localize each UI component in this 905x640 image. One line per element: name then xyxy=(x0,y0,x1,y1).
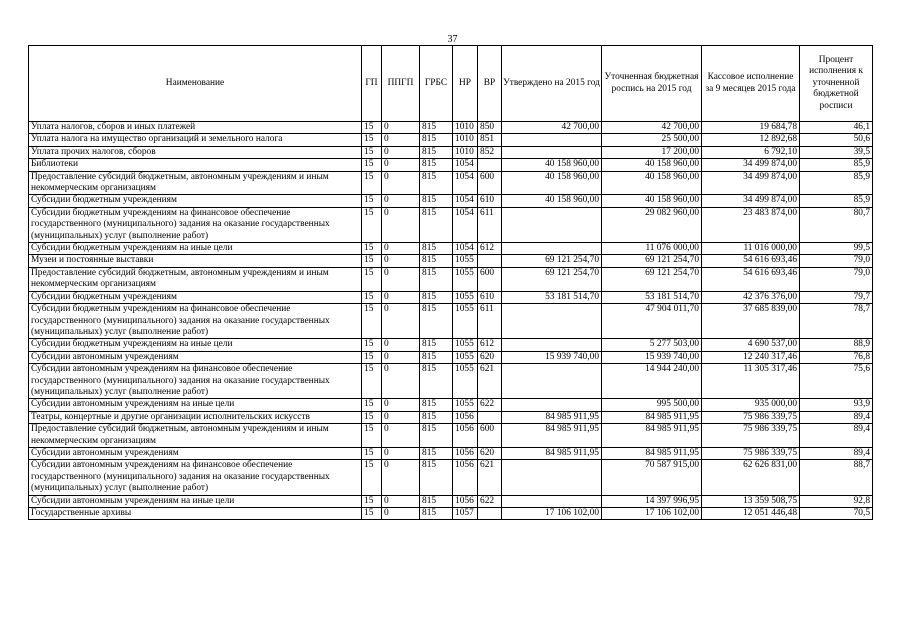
cell-nr: 1010 xyxy=(453,134,478,146)
cell-vr: 621 xyxy=(478,364,502,399)
cell-ppgp: 0 xyxy=(382,291,420,303)
cell-name: Субсидии автономным учреждениям xyxy=(29,447,362,459)
table-row xyxy=(29,291,873,303)
cell-nr: 1054 xyxy=(453,171,478,195)
cell-name: Субсидии автономным учреждениям на финансовое обеспечение государственного (муниципального) задания на оказание государственных (муниципальных) услуг (выполнение работ) xyxy=(29,364,362,399)
cell-ppgp: 0 xyxy=(382,255,420,267)
cell-percent: 46,1 xyxy=(800,122,873,134)
cell-gp: 15 xyxy=(362,255,382,267)
cell-refined: 47 904 011,70 xyxy=(602,304,702,339)
cell-name: Театры, концертные и другие организации исполнительских искусств xyxy=(29,411,362,423)
cell-refined: 17 200,00 xyxy=(602,146,702,158)
cell-approved xyxy=(502,207,602,242)
cell-gp: 15 xyxy=(362,291,382,303)
cell-vr: 610 xyxy=(478,195,502,207)
cell-grbs: 815 xyxy=(420,364,453,399)
cell-approved: 53 181 514,70 xyxy=(502,291,602,303)
cell-name: Субсидии бюджетным учреждениям на иные цели xyxy=(29,339,362,351)
cell-name: Субсидии бюджетным учреждениям xyxy=(29,291,362,303)
header-vr: ВР xyxy=(478,46,502,122)
cell-percent: 93,9 xyxy=(800,399,873,411)
cell-gp: 15 xyxy=(362,195,382,207)
cell-nr: 1054 xyxy=(453,195,478,207)
cell-vr: 600 xyxy=(478,171,502,195)
cell-refined: 29 082 960,00 xyxy=(602,207,702,242)
table-row xyxy=(29,304,873,339)
cell-nr: 1054 xyxy=(453,159,478,171)
cell-approved: 15 939 740,00 xyxy=(502,351,602,363)
cell-nr: 1055 xyxy=(453,399,478,411)
cell-vr xyxy=(478,159,502,171)
cell-vr: 612 xyxy=(478,243,502,255)
cell-name: Субсидии автономным учреждениям xyxy=(29,351,362,363)
header-gp: ГП xyxy=(362,46,382,122)
header-percent: Процент исполнения к уточненной бюджетной росписи xyxy=(800,46,873,122)
cell-approved: 84 985 911,95 xyxy=(502,411,602,423)
cell-grbs: 815 xyxy=(420,243,453,255)
cell-nr: 1010 xyxy=(453,122,478,134)
cell-nr: 1056 xyxy=(453,460,478,495)
cell-ppgp: 0 xyxy=(382,134,420,146)
table-row xyxy=(29,447,873,459)
cell-ppgp: 0 xyxy=(382,195,420,207)
header-grbs: ГРБС xyxy=(420,46,453,122)
cell-nr: 1055 xyxy=(453,364,478,399)
cell-percent: 39,5 xyxy=(800,146,873,158)
cell-nr: 1055 xyxy=(453,351,478,363)
cell-gp: 15 xyxy=(362,159,382,171)
cell-gp: 15 xyxy=(362,411,382,423)
cell-ppgp: 0 xyxy=(382,267,420,291)
cell-nr: 1056 xyxy=(453,495,478,507)
cell-nr: 1057 xyxy=(453,508,478,520)
cell-grbs: 815 xyxy=(420,195,453,207)
cell-ppgp: 0 xyxy=(382,146,420,158)
cell-refined: 84 985 911,95 xyxy=(602,424,702,448)
cell-name: Субсидии автономным учреждениям на иные цели xyxy=(29,495,362,507)
cell-gp: 15 xyxy=(362,207,382,242)
cell-vr: 611 xyxy=(478,207,502,242)
table-row xyxy=(29,267,873,291)
cell-grbs: 815 xyxy=(420,411,453,423)
cell-vr xyxy=(478,255,502,267)
cell-vr: 600 xyxy=(478,424,502,448)
cell-grbs: 815 xyxy=(420,351,453,363)
cell-grbs: 815 xyxy=(420,304,453,339)
table-row xyxy=(29,424,873,448)
cell-approved xyxy=(502,399,602,411)
cell-gp: 15 xyxy=(362,146,382,158)
cell-gp: 15 xyxy=(362,304,382,339)
cell-grbs: 815 xyxy=(420,291,453,303)
cell-refined: 69 121 254,70 xyxy=(602,255,702,267)
cell-name: Субсидии бюджетным учреждениям на финансовое обеспечение государственного (муниципального) задания на оказание государственных (муниципальных) услуг (выполнение работ) xyxy=(29,207,362,242)
header-refined: Уточненная бюджетная роспись на 2015 год xyxy=(602,46,702,122)
cell-percent: 99,5 xyxy=(800,243,873,255)
cell-gp: 15 xyxy=(362,508,382,520)
cell-approved xyxy=(502,364,602,399)
cell-grbs: 815 xyxy=(420,255,453,267)
table-row xyxy=(29,411,873,423)
cell-gp: 15 xyxy=(362,339,382,351)
cell-ppgp: 0 xyxy=(382,495,420,507)
cell-nr: 1055 xyxy=(453,255,478,267)
cell-ppgp: 0 xyxy=(382,122,420,134)
cell-gp: 15 xyxy=(362,351,382,363)
cell-name: Государственные архивы xyxy=(29,508,362,520)
cell-name: Субсидии бюджетным учреждениям xyxy=(29,195,362,207)
cell-nr: 1056 xyxy=(453,411,478,423)
cell-gp: 15 xyxy=(362,364,382,399)
cell-approved: 40 158 960,00 xyxy=(502,171,602,195)
table-row xyxy=(29,364,873,399)
table-row xyxy=(29,146,873,158)
cell-gp: 15 xyxy=(362,243,382,255)
cell-percent: 85,9 xyxy=(800,159,873,171)
header-approved: Утверждено на 2015 год xyxy=(502,46,602,122)
cell-executed: 13 359 508,75 xyxy=(702,495,800,507)
cell-executed: 4 690 537,00 xyxy=(702,339,800,351)
cell-executed: 12 051 446,48 xyxy=(702,508,800,520)
cell-percent: 85,9 xyxy=(800,195,873,207)
cell-percent: 85,9 xyxy=(800,171,873,195)
cell-gp: 15 xyxy=(362,134,382,146)
cell-executed: 62 626 831,00 xyxy=(702,460,800,495)
cell-percent: 89,4 xyxy=(800,411,873,423)
cell-vr: 851 xyxy=(478,134,502,146)
cell-name: Уплата налогов, сборов и иных платежей xyxy=(29,122,362,134)
cell-refined: 84 985 911,95 xyxy=(602,447,702,459)
cell-grbs: 815 xyxy=(420,424,453,448)
cell-approved: 84 985 911,95 xyxy=(502,447,602,459)
cell-vr: 621 xyxy=(478,460,502,495)
cell-approved xyxy=(502,339,602,351)
cell-refined: 11 076 000,00 xyxy=(602,243,702,255)
cell-ppgp: 0 xyxy=(382,159,420,171)
cell-gp: 15 xyxy=(362,171,382,195)
cell-grbs: 815 xyxy=(420,399,453,411)
cell-percent: 80,7 xyxy=(800,207,873,242)
cell-approved: 69 121 254,70 xyxy=(502,267,602,291)
cell-grbs: 815 xyxy=(420,146,453,158)
cell-ppgp: 0 xyxy=(382,411,420,423)
cell-vr: 612 xyxy=(478,339,502,351)
cell-gp: 15 xyxy=(362,447,382,459)
cell-gp: 15 xyxy=(362,495,382,507)
table-row xyxy=(29,399,873,411)
cell-refined: 70 587 915,00 xyxy=(602,460,702,495)
cell-refined: 40 158 960,00 xyxy=(602,171,702,195)
cell-executed: 23 483 874,00 xyxy=(702,207,800,242)
cell-approved: 69 121 254,70 xyxy=(502,255,602,267)
table-row xyxy=(29,195,873,207)
cell-approved xyxy=(502,304,602,339)
cell-approved xyxy=(502,243,602,255)
cell-approved xyxy=(502,146,602,158)
cell-approved: 40 158 960,00 xyxy=(502,195,602,207)
header-executed: Кассовое исполнение за 9 месяцев 2015 года xyxy=(702,46,800,122)
cell-approved: 40 158 960,00 xyxy=(502,159,602,171)
cell-ppgp: 0 xyxy=(382,207,420,242)
cell-gp: 15 xyxy=(362,399,382,411)
cell-nr: 1055 xyxy=(453,267,478,291)
cell-ppgp: 0 xyxy=(382,364,420,399)
cell-approved: 17 106 102,00 xyxy=(502,508,602,520)
cell-executed: 54 616 693,46 xyxy=(702,267,800,291)
cell-vr: 620 xyxy=(478,351,502,363)
cell-refined: 14 397 996,95 xyxy=(602,495,702,507)
cell-nr: 1055 xyxy=(453,304,478,339)
cell-name: Предоставление субсидий бюджетным, автономным учреждениям и иным некоммерческим организациям xyxy=(29,424,362,448)
cell-refined: 42 700,00 xyxy=(602,122,702,134)
cell-ppgp: 0 xyxy=(382,339,420,351)
table-row xyxy=(29,243,873,255)
cell-percent: 89,4 xyxy=(800,447,873,459)
cell-executed: 34 499 874,00 xyxy=(702,195,800,207)
cell-name: Уплата налога на имущество организаций и земельного налога xyxy=(29,134,362,146)
cell-nr: 1056 xyxy=(453,424,478,448)
cell-executed: 11 016 000,00 xyxy=(702,243,800,255)
cell-grbs: 815 xyxy=(420,447,453,459)
cell-approved xyxy=(502,134,602,146)
cell-vr: 850 xyxy=(478,122,502,134)
cell-ppgp: 0 xyxy=(382,508,420,520)
cell-executed: 12 240 317,46 xyxy=(702,351,800,363)
table-row xyxy=(29,508,873,520)
cell-approved xyxy=(502,495,602,507)
cell-name: Предоставление субсидий бюджетным, автономным учреждениям и иным некоммерческим организациям xyxy=(29,267,362,291)
cell-vr: 611 xyxy=(478,304,502,339)
cell-nr: 1054 xyxy=(453,243,478,255)
cell-name: Субсидии бюджетным учреждениям на иные цели xyxy=(29,243,362,255)
cell-ppgp: 0 xyxy=(382,304,420,339)
cell-percent: 79,0 xyxy=(800,255,873,267)
cell-nr: 1054 xyxy=(453,207,478,242)
cell-executed: 54 616 693,46 xyxy=(702,255,800,267)
cell-executed: 34 499 874,00 xyxy=(702,171,800,195)
cell-grbs: 815 xyxy=(420,134,453,146)
cell-executed: 75 986 339,75 xyxy=(702,424,800,448)
cell-percent: 50,6 xyxy=(800,134,873,146)
cell-grbs: 815 xyxy=(420,460,453,495)
cell-name: Предоставление субсидий бюджетным, автономным учреждениям и иным некоммерческим организациям xyxy=(29,171,362,195)
cell-approved: 84 985 911,95 xyxy=(502,424,602,448)
cell-percent: 75,6 xyxy=(800,364,873,399)
cell-name: Субсидии автономным учреждениям на иные цели xyxy=(29,399,362,411)
cell-vr xyxy=(478,508,502,520)
header-nr: НР xyxy=(453,46,478,122)
cell-refined: 17 106 102,00 xyxy=(602,508,702,520)
cell-vr: 600 xyxy=(478,267,502,291)
cell-refined: 53 181 514,70 xyxy=(602,291,702,303)
table-body xyxy=(29,122,873,520)
cell-executed: 75 986 339,75 xyxy=(702,447,800,459)
cell-refined: 15 939 740,00 xyxy=(602,351,702,363)
cell-grbs: 815 xyxy=(420,508,453,520)
table-row xyxy=(29,207,873,242)
cell-percent: 92,8 xyxy=(800,495,873,507)
cell-name: Библиотеки xyxy=(29,159,362,171)
cell-refined: 40 158 960,00 xyxy=(602,195,702,207)
cell-ppgp: 0 xyxy=(382,424,420,448)
cell-grbs: 815 xyxy=(420,267,453,291)
cell-percent: 70,5 xyxy=(800,508,873,520)
cell-ppgp: 0 xyxy=(382,447,420,459)
cell-executed: 11 305 317,46 xyxy=(702,364,800,399)
cell-grbs: 815 xyxy=(420,495,453,507)
cell-executed: 12 892,68 xyxy=(702,134,800,146)
cell-percent: 88,9 xyxy=(800,339,873,351)
table-header-row xyxy=(29,46,873,122)
cell-percent: 78,7 xyxy=(800,304,873,339)
cell-grbs: 815 xyxy=(420,339,453,351)
cell-ppgp: 0 xyxy=(382,243,420,255)
cell-nr: 1055 xyxy=(453,291,478,303)
cell-grbs: 815 xyxy=(420,159,453,171)
cell-percent: 89,4 xyxy=(800,424,873,448)
cell-name: Субсидии автономным учреждениям на финансовое обеспечение государственного (муниципального) задания на оказание государственных (муниципальных) услуг (выполнение работ) xyxy=(29,460,362,495)
cell-nr: 1056 xyxy=(453,447,478,459)
cell-executed: 34 499 874,00 xyxy=(702,159,800,171)
cell-ppgp: 0 xyxy=(382,171,420,195)
cell-grbs: 815 xyxy=(420,207,453,242)
cell-percent: 88,7 xyxy=(800,460,873,495)
cell-executed: 75 986 339,75 xyxy=(702,411,800,423)
cell-ppgp: 0 xyxy=(382,460,420,495)
cell-executed: 19 684,78 xyxy=(702,122,800,134)
cell-ppgp: 0 xyxy=(382,399,420,411)
cell-vr: 852 xyxy=(478,146,502,158)
cell-refined: 40 158 960,00 xyxy=(602,159,702,171)
table-row xyxy=(29,351,873,363)
table-row xyxy=(29,495,873,507)
cell-refined: 25 500,00 xyxy=(602,134,702,146)
page-number: 37 xyxy=(447,34,458,45)
cell-gp: 15 xyxy=(362,460,382,495)
cell-executed: 42 376 376,00 xyxy=(702,291,800,303)
table-row xyxy=(29,255,873,267)
cell-vr xyxy=(478,411,502,423)
cell-gp: 15 xyxy=(362,122,382,134)
cell-gp: 15 xyxy=(362,267,382,291)
cell-refined: 14 944 240,00 xyxy=(602,364,702,399)
header-ppgp: ППГП xyxy=(382,46,420,122)
cell-refined: 84 985 911,95 xyxy=(602,411,702,423)
cell-executed: 935 000,00 xyxy=(702,399,800,411)
cell-executed: 37 685 839,00 xyxy=(702,304,800,339)
budget-table xyxy=(28,45,873,520)
cell-name: Музеи и постоянные выставки xyxy=(29,255,362,267)
cell-gp: 15 xyxy=(362,424,382,448)
header-name: Наименование xyxy=(29,46,362,122)
cell-vr: 620 xyxy=(478,447,502,459)
table-row xyxy=(29,122,873,134)
cell-approved xyxy=(502,460,602,495)
table-row xyxy=(29,171,873,195)
cell-refined: 69 121 254,70 xyxy=(602,267,702,291)
cell-refined: 5 277 503,00 xyxy=(602,339,702,351)
cell-vr: 622 xyxy=(478,399,502,411)
table-row xyxy=(29,134,873,146)
table-row xyxy=(29,460,873,495)
cell-percent: 79,7 xyxy=(800,291,873,303)
cell-nr: 1055 xyxy=(453,339,478,351)
cell-percent: 76,8 xyxy=(800,351,873,363)
cell-refined: 995 500,00 xyxy=(602,399,702,411)
cell-percent: 79,0 xyxy=(800,267,873,291)
cell-name: Субсидии бюджетным учреждениям на финансовое обеспечение государственного (муниципального) задания на оказание государственных (муниципальных) услуг (выполнение работ) xyxy=(29,304,362,339)
cell-vr: 610 xyxy=(478,291,502,303)
cell-grbs: 815 xyxy=(420,171,453,195)
cell-grbs: 815 xyxy=(420,122,453,134)
cell-approved: 42 700,00 xyxy=(502,122,602,134)
cell-name: Уплата прочих налогов, сборов xyxy=(29,146,362,158)
cell-ppgp: 0 xyxy=(382,351,420,363)
cell-vr: 622 xyxy=(478,495,502,507)
cell-executed: 6 792,10 xyxy=(702,146,800,158)
table-row xyxy=(29,159,873,171)
cell-nr: 1010 xyxy=(453,146,478,158)
table-row xyxy=(29,339,873,351)
